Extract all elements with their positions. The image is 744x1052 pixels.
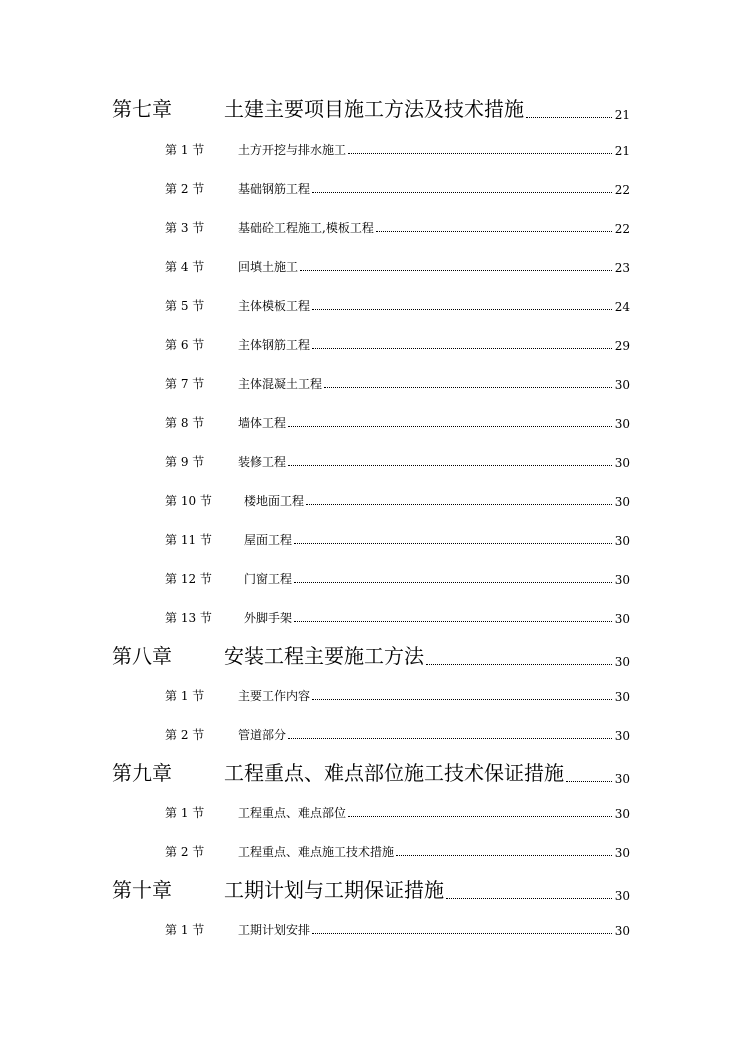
section-title: 工期计划安排 — [238, 923, 311, 937]
chapter-number: 第九章 — [112, 761, 172, 785]
toc-section[interactable] — [0, 452, 744, 470]
section-number: 第 2 节 — [165, 182, 205, 196]
section-number: 第 10 节 — [165, 494, 212, 508]
chapter-number: 第十章 — [112, 878, 172, 902]
section-title: 主体混凝土工程 — [238, 377, 323, 391]
toc-section[interactable] — [0, 803, 744, 821]
dot-leader — [446, 898, 612, 899]
section-number: 第 3 节 — [165, 221, 205, 235]
page-number: 29 — [614, 339, 630, 353]
section-title: 门窗工程 — [244, 572, 293, 586]
toc-chapter-9[interactable] — [0, 760, 744, 786]
section-number: 第 4 节 — [165, 260, 205, 274]
toc-section[interactable] — [0, 218, 744, 236]
dot-leader — [426, 664, 612, 665]
section-number: 第 6 节 — [165, 338, 205, 352]
dot-leader — [312, 192, 612, 193]
page-number: 21 — [614, 108, 630, 122]
section-title: 主要工作内容 — [238, 689, 311, 703]
dot-leader — [324, 387, 612, 388]
section-title: 屋面工程 — [244, 533, 293, 547]
dot-leader — [396, 855, 612, 856]
page-number: 30 — [614, 417, 630, 431]
dot-leader — [300, 270, 612, 271]
section-title: 墙体工程 — [238, 416, 287, 430]
toc-section[interactable] — [0, 491, 744, 509]
page-number: 30 — [614, 772, 630, 786]
toc-section[interactable] — [0, 413, 744, 431]
page-number: 30 — [614, 534, 630, 548]
section-number: 第 7 节 — [165, 377, 205, 391]
toc-section[interactable] — [0, 842, 744, 860]
dot-leader — [566, 781, 612, 782]
toc-chapter-10[interactable] — [0, 877, 744, 903]
dot-leader — [306, 504, 612, 505]
section-title: 主体模板工程 — [238, 299, 311, 313]
dot-leader — [288, 426, 612, 427]
dot-leader — [312, 309, 612, 310]
section-number: 第 1 节 — [165, 923, 205, 937]
page-number: 21 — [614, 144, 630, 158]
page-number: 22 — [614, 183, 630, 197]
section-title: 楼地面工程 — [244, 494, 305, 508]
section-number: 第 5 节 — [165, 299, 205, 313]
dot-leader — [294, 621, 612, 622]
page-number: 30 — [614, 807, 630, 821]
toc-section[interactable] — [0, 920, 744, 938]
toc-chapter-7[interactable] — [0, 96, 744, 122]
page-number: 30 — [614, 729, 630, 743]
dot-leader — [526, 117, 612, 118]
chapter-number: 第七章 — [112, 97, 172, 121]
section-number: 第 8 节 — [165, 416, 205, 430]
page-number: 23 — [614, 261, 630, 275]
page-number: 30 — [614, 456, 630, 470]
toc-section[interactable] — [0, 686, 744, 704]
section-title: 管道部分 — [238, 728, 287, 742]
section-title: 工程重点、难点部位 — [238, 806, 347, 820]
section-number: 第 2 节 — [165, 728, 205, 742]
toc-section[interactable] — [0, 374, 744, 392]
dot-leader — [376, 231, 612, 232]
section-number: 第 12 节 — [165, 572, 212, 586]
toc-section[interactable] — [0, 530, 744, 548]
toc-section[interactable] — [0, 725, 744, 743]
page-number: 30 — [614, 924, 630, 938]
section-title: 土方开挖与排水施工 — [238, 143, 347, 157]
dot-leader — [288, 738, 612, 739]
dot-leader — [312, 699, 612, 700]
chapter-title: 安装工程主要施工方法 — [224, 644, 424, 668]
chapter-title: 工期计划与工期保证措施 — [224, 878, 444, 902]
page-number: 30 — [614, 612, 630, 626]
section-number: 第 13 节 — [165, 611, 212, 625]
section-number: 第 11 节 — [165, 533, 212, 547]
page-number: 30 — [614, 846, 630, 860]
page-number: 30 — [614, 378, 630, 392]
section-number: 第 1 节 — [165, 143, 205, 157]
page-number: 30 — [614, 690, 630, 704]
dot-leader — [348, 816, 612, 817]
dot-leader — [288, 465, 612, 466]
page-number: 22 — [614, 222, 630, 236]
page-number: 30 — [614, 495, 630, 509]
toc-section[interactable] — [0, 179, 744, 197]
section-title: 基础钢筋工程 — [238, 182, 311, 196]
toc-chapter-8[interactable] — [0, 643, 744, 669]
section-title: 外脚手架 — [244, 611, 293, 625]
section-title: 装修工程 — [238, 455, 287, 469]
page-number: 30 — [614, 573, 630, 587]
chapter-title: 工程重点、难点部位施工技术保证措施 — [224, 761, 564, 785]
dot-leader — [348, 153, 612, 154]
section-number: 第 2 节 — [165, 845, 205, 859]
section-title: 回填土施工 — [238, 260, 299, 274]
toc-section[interactable] — [0, 140, 744, 158]
section-title: 工程重点、难点施工技术措施 — [238, 845, 395, 859]
page-number: 30 — [614, 655, 630, 669]
dot-leader — [294, 543, 612, 544]
toc-section[interactable] — [0, 335, 744, 353]
dot-leader — [294, 582, 612, 583]
page-number: 30 — [614, 889, 630, 903]
section-number: 第 1 节 — [165, 689, 205, 703]
toc-section[interactable] — [0, 569, 744, 587]
toc-section[interactable] — [0, 257, 744, 275]
dot-leader — [312, 933, 612, 934]
page-number: 24 — [614, 300, 630, 314]
dot-leader — [312, 348, 612, 349]
section-title: 基础砼工程施工,模板工程 — [238, 221, 374, 235]
section-title: 主体钢筋工程 — [238, 338, 311, 352]
toc-section[interactable] — [0, 608, 744, 626]
chapter-title: 土建主要项目施工方法及技术措施 — [224, 97, 524, 121]
toc-section[interactable] — [0, 296, 744, 314]
chapter-number: 第八章 — [112, 644, 172, 668]
section-number: 第 9 节 — [165, 455, 205, 469]
section-number: 第 1 节 — [165, 806, 205, 820]
